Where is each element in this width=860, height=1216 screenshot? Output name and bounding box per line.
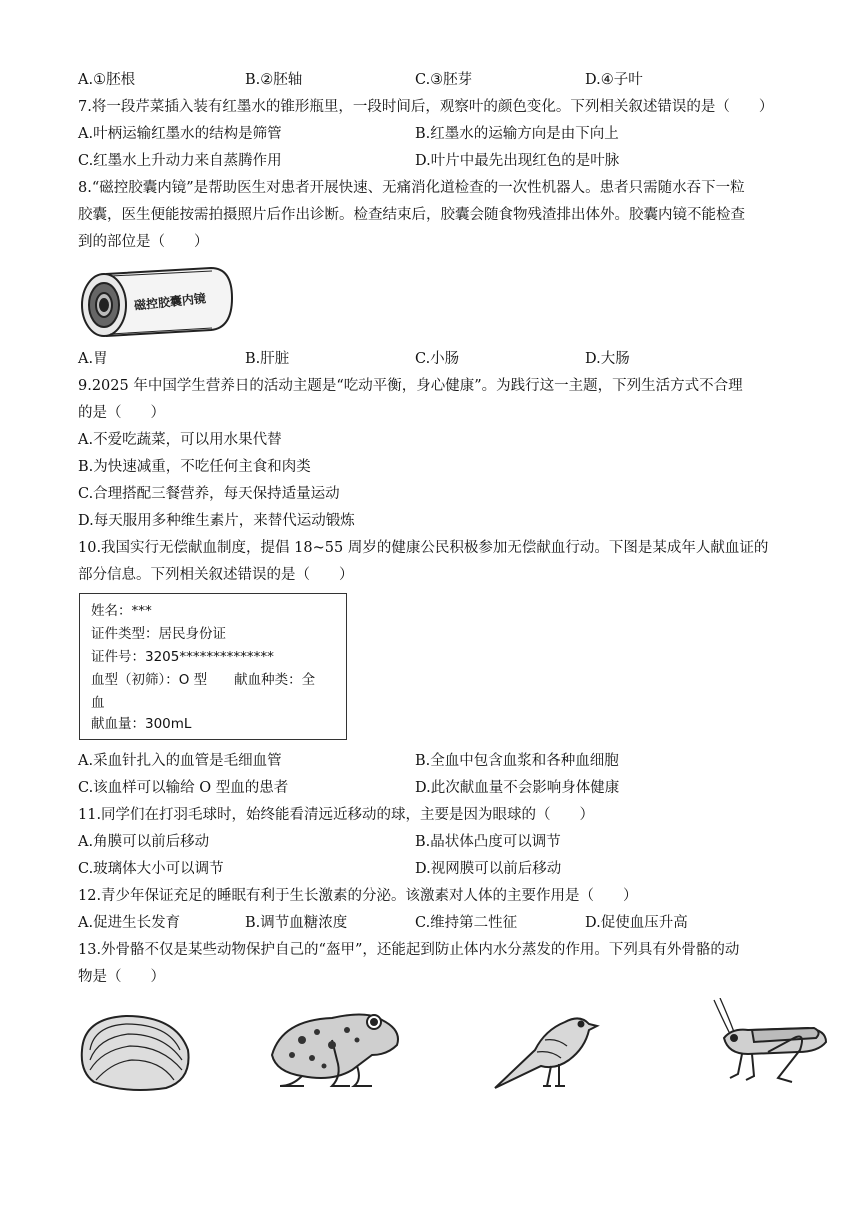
q9-option-c: C.合理搭配三餐营养，每天保持适量运动 [78, 486, 340, 502]
q11-option-b: B.晶状体凸度可以调节 [415, 834, 561, 850]
q6-option-b: B.②胚轴 [245, 72, 303, 88]
card-name: 姓名：*** [91, 603, 152, 619]
q10-stem-line-1: 10.我国实行无偿献血制度，提倡 18~55 周岁的健康公民积极参加无偿献血行动。下图是某成年人献血证的 [78, 540, 769, 556]
q10-option-b: B.全血中包含血浆和各种血细胞 [415, 753, 619, 769]
capsule-endoscope-image [76, 262, 236, 342]
card-volume: 献血量：300mL [91, 716, 192, 732]
q10-option-c: C.该血样可以输给 O 型血的患者 [78, 780, 289, 796]
q13-stem-line-1: 13.外骨骼不仅是某些动物保护自己的“盔甲”，还能起到防止体内水分蒸发的作用。下列具有外骨骼的动 [78, 942, 740, 958]
q11-stem: 11.同学们在打羽毛球时，始终能看清远近移动的球，主要是因为眼球的（ ） [78, 807, 595, 823]
q10-stem-line-2: 部分信息。下列相关叙述错误的是（ ） [78, 567, 354, 583]
card-id-type: 证件类型：居民身份证 [91, 626, 226, 642]
grasshopper-image [708, 998, 830, 1090]
q9-option-a: A.不爱吃蔬菜，可以用水果代替 [78, 432, 282, 448]
q8-option-c: C.小肠 [415, 351, 460, 367]
clam-image [76, 1010, 196, 1095]
q11-option-c: C.玻璃体大小可以调节 [78, 861, 224, 877]
q8-option-b: B.肝脏 [245, 351, 290, 367]
q12-option-d: D.促使血压升高 [585, 915, 688, 931]
q8-stem-line-2: 胶囊，医生便能按需拍摄照片后作出诊断。检查结束后，胶囊会随食物残渣排出体外。胶囊内镜不能检查 [78, 207, 745, 223]
q8-option-d: D.大肠 [585, 351, 630, 367]
q7-option-a: A.叶柄运输红墨水的结构是筛管 [78, 126, 282, 142]
card-id-number: 证件号：3205************** [91, 649, 274, 665]
q9-option-b: B.为快速减重，不吃任何主食和肉类 [78, 459, 311, 475]
q7-option-d: D.叶片中最先出现红色的是叶脉 [415, 153, 620, 169]
q10-option-a: A.采血针扎入的血管是毛细血管 [78, 753, 282, 769]
capsule-label: 磁控胶囊内镜 [133, 291, 207, 313]
q6-option-c: C.③胚芽 [415, 72, 473, 88]
q11-option-d: D.视网膜可以前后移动 [415, 861, 562, 877]
q13-stem-line-2: 物是（ ） [78, 969, 165, 985]
q9-option-d: D.每天服用多种维生素片，来替代运动锻炼 [78, 513, 355, 529]
q8-option-a: A.胃 [78, 351, 108, 367]
q8-stem-line-1: 8.“磁控胶囊内镜”是帮助医生对患者开展快速、无痛消化道检查的一次性机器人。患者只需随水吞下一粒 [78, 180, 745, 196]
bird-image [485, 1000, 605, 1095]
q6-option-d: D.④子叶 [585, 72, 643, 88]
card-blood-type-cont: 血 [91, 695, 105, 711]
q11-option-a: A.角膜可以前后移动 [78, 834, 210, 850]
blood-donation-card [79, 593, 347, 740]
q7-option-b: B.红墨水的运输方向是由下向上 [415, 126, 619, 142]
q9-stem-line-2: 的是（ ） [78, 405, 165, 421]
q12-option-c: C.维持第二性征 [415, 915, 518, 931]
frog-image [262, 1000, 412, 1090]
q12-stem: 12.青少年保证充足的睡眠有利于生长激素的分泌。该激素对人体的主要作用是（ ） [78, 888, 638, 904]
card-blood-type: 血型（初筛）：O 型 献血种类：全 [91, 672, 316, 688]
q7-stem: 7.将一段芹菜插入装有红墨水的锥形瓶里，一段时间后，观察叶的颜色变化。下列相关叙述错误的是（ ） [78, 99, 774, 115]
q6-option-a: A.①胚根 [78, 72, 136, 88]
q9-stem-line-1: 9.2025 年中国学生营养日的活动主题是“吃动平衡，身心健康”。为践行这一主题，下列生活方式不合理 [78, 378, 743, 394]
q12-option-a: A.促进生长发育 [78, 915, 181, 931]
q10-option-d: D.此次献血量不会影响身体健康 [415, 780, 620, 796]
q8-stem-line-3: 到的部位是（ ） [78, 234, 209, 250]
q7-option-c: C.红墨水上升动力来自蒸腾作用 [78, 153, 282, 169]
q12-option-b: B.调节血糖浓度 [245, 915, 348, 931]
